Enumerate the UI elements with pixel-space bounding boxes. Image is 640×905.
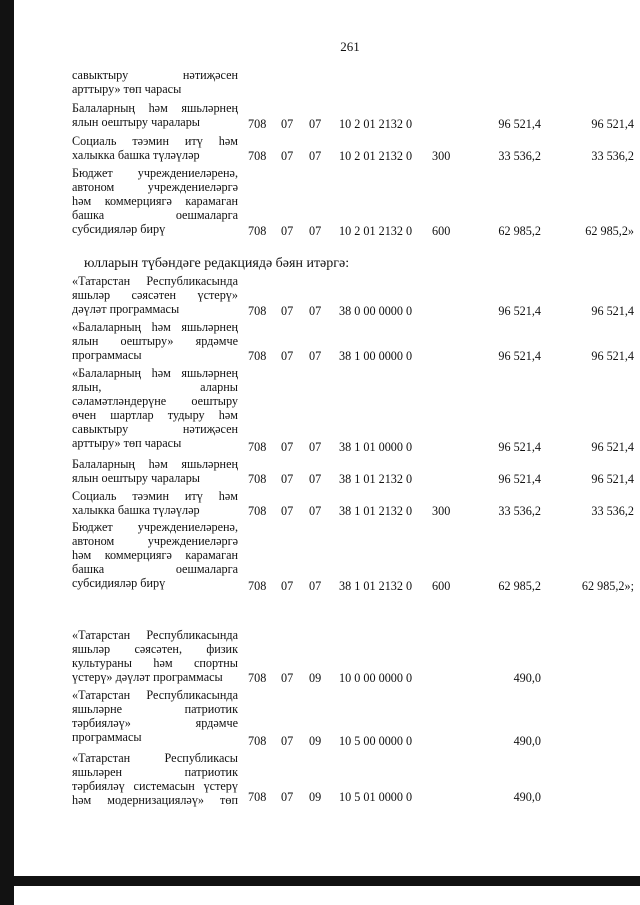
cell-target-article: 38 1 01 0000 0 bbox=[339, 440, 413, 454]
row-text-line: савыктыру нәтиҗәсен bbox=[72, 422, 238, 436]
row-text-line: сәламәтләндерүне оештыру bbox=[72, 394, 238, 408]
cell-section: 07 bbox=[281, 734, 294, 748]
cell-amount-1: 33 536,2 bbox=[498, 149, 541, 163]
cell-expense-type: 300 bbox=[432, 149, 451, 163]
cell-section: 07 bbox=[281, 304, 294, 318]
cell-code: 708 bbox=[248, 224, 267, 238]
table-row bbox=[72, 688, 238, 744]
row-text-line: дәүләт программасы bbox=[72, 302, 180, 316]
cell-amount-1: 62 985,2 bbox=[498, 224, 541, 238]
row-text-line: ялын оештыру чаралары bbox=[72, 471, 200, 485]
cell-subsection: 07 bbox=[309, 149, 322, 163]
cell-subsection: 07 bbox=[309, 440, 322, 454]
row-text-line: программасы bbox=[72, 730, 142, 744]
cell-amount-2: 96 521,4 bbox=[591, 440, 634, 454]
cell-section: 07 bbox=[281, 349, 294, 363]
row-text-line: «Татарстан Республикасында bbox=[72, 274, 238, 288]
row-text-line: тәрбияләү системасын үстерү bbox=[72, 779, 238, 793]
cell-target-article: 38 1 01 2132 0 bbox=[339, 472, 413, 486]
cell-amount-2: 62 985,2» bbox=[585, 224, 634, 238]
cell-section: 07 bbox=[281, 504, 294, 518]
cell-amount-2: 96 521,4 bbox=[591, 304, 634, 318]
row-text-line: ялын оештыру» ярдәмче bbox=[72, 334, 238, 348]
cell-code: 708 bbox=[248, 117, 267, 131]
row-text-line: Бюджет учреждениеләренә, bbox=[72, 520, 238, 534]
cell-amount-1: 490,0 bbox=[513, 790, 541, 804]
cell-amount-1: 96 521,4 bbox=[498, 472, 541, 486]
cell-subsection: 07 bbox=[309, 117, 322, 131]
row-text-line: тәрбияләү» ярдәмче bbox=[72, 716, 238, 730]
table-row bbox=[72, 320, 238, 362]
cell-code: 708 bbox=[248, 734, 267, 748]
cell-subsection: 07 bbox=[309, 579, 322, 593]
cell-target-article: 10 2 01 2132 0 bbox=[339, 117, 413, 131]
row-text-line: башка оешмаларга bbox=[72, 562, 238, 576]
cell-amount-1: 490,0 bbox=[513, 671, 541, 685]
cell-section: 07 bbox=[281, 117, 294, 131]
row-text-line: Балаларның һәм яшьләрнең bbox=[72, 457, 238, 471]
cell-section: 07 bbox=[281, 149, 294, 163]
row-text-line: автоном учреждениеләргә bbox=[72, 180, 238, 194]
cell-section: 07 bbox=[281, 790, 294, 804]
cell-section: 07 bbox=[281, 472, 294, 486]
row-text-line: автоном учреждениеләргә bbox=[72, 534, 238, 548]
cell-target-article: 38 0 00 0000 0 bbox=[339, 304, 413, 318]
cell-amount-1: 490,0 bbox=[513, 734, 541, 748]
cell-subsection: 09 bbox=[309, 671, 322, 685]
row-text-line: «Балаларның һәм яшьләрнең bbox=[72, 320, 238, 334]
intro-text: юлларын түбәндәге редакциядә бәян итәргә: bbox=[84, 256, 350, 271]
cell-code: 708 bbox=[248, 472, 267, 486]
cell-amount-2: 96 521,4 bbox=[591, 349, 634, 363]
row-text-line: башка оешмаларга bbox=[72, 208, 238, 222]
cell-code: 708 bbox=[248, 790, 267, 804]
cell-amount-1: 96 521,4 bbox=[498, 117, 541, 131]
row-text-line: ялын оештыру чаралары bbox=[72, 115, 200, 129]
row-text-line: субсидияләр бирү bbox=[72, 222, 166, 236]
cell-section: 07 bbox=[281, 579, 294, 593]
cell-target-article: 10 5 00 0000 0 bbox=[339, 734, 413, 748]
cell-subsection: 09 bbox=[309, 790, 322, 804]
cell-amount-1: 62 985,2 bbox=[498, 579, 541, 593]
row-text-line: «Балаларның һәм яшьләрнең bbox=[72, 366, 238, 380]
cell-expense-type: 300 bbox=[432, 504, 451, 518]
table-row bbox=[72, 366, 238, 450]
row-text-line: савыктыру нәтиҗәсен bbox=[72, 68, 238, 82]
cell-section: 07 bbox=[281, 440, 294, 454]
cell-target-article: 38 1 01 2132 0 bbox=[339, 579, 413, 593]
scan-border-bottom bbox=[0, 876, 640, 886]
cell-subsection: 09 bbox=[309, 734, 322, 748]
row-text-line: Бюджет учреждениеләренә, bbox=[72, 166, 238, 180]
cell-amount-2: 33 536,2 bbox=[591, 149, 634, 163]
cell-code: 708 bbox=[248, 504, 267, 518]
cell-amount-2: 33 536,2 bbox=[591, 504, 634, 518]
row-text-line: халыкка башка түләүләр bbox=[72, 148, 200, 162]
row-text-line: үстерү» дәүләт программасы bbox=[72, 670, 223, 684]
row-text-line: «Татарстан Республикасында bbox=[72, 628, 238, 642]
row-text-line: Социаль тәэмин итү һәм bbox=[72, 134, 238, 148]
cell-subsection: 07 bbox=[309, 504, 322, 518]
row-text-line: «Татарстан Республикасы bbox=[72, 751, 238, 765]
cell-code: 708 bbox=[248, 304, 267, 318]
cell-amount-1: 33 536,2 bbox=[498, 504, 541, 518]
row-text-line: өчен шартлар тудыру һәм bbox=[72, 408, 238, 422]
row-text-line: яшьләр сәясәтен, физик bbox=[72, 642, 238, 656]
row-text-line: Балаларның һәм яшьләрнең bbox=[72, 101, 238, 115]
cell-target-article: 10 2 01 2132 0 bbox=[339, 149, 413, 163]
table-row bbox=[72, 101, 238, 129]
table-row bbox=[72, 274, 238, 316]
cell-amount-1: 96 521,4 bbox=[498, 440, 541, 454]
cell-code: 708 bbox=[248, 440, 267, 454]
row-text-line: программасы bbox=[72, 348, 142, 362]
table-row bbox=[72, 751, 238, 807]
cell-target-article: 10 5 01 0000 0 bbox=[339, 790, 413, 804]
cell-code: 708 bbox=[248, 349, 267, 363]
row-text-line: арттыру» төп чарасы bbox=[72, 82, 182, 96]
row-text-line: яшьләрне патриотик bbox=[72, 702, 238, 716]
row-text-line: Социаль тәэмин итү һәм bbox=[72, 489, 238, 503]
table-row bbox=[72, 134, 238, 162]
cell-expense-type: 600 bbox=[432, 224, 451, 238]
row-text-line: яшьләр сәясәтен үстерү» bbox=[72, 288, 238, 302]
row-text-line: ялын, аларны bbox=[72, 380, 238, 394]
cell-subsection: 07 bbox=[309, 472, 322, 486]
cell-amount-2: 62 985,2»; bbox=[581, 579, 634, 593]
row-text-line: һәм коммерциягә карамаган bbox=[72, 194, 238, 208]
cell-section: 07 bbox=[281, 671, 294, 685]
row-text-line: арттыру» төп чарасы bbox=[72, 436, 182, 450]
cell-section: 07 bbox=[281, 224, 294, 238]
cell-amount-1: 96 521,4 bbox=[498, 304, 541, 318]
cell-target-article: 10 0 00 0000 0 bbox=[339, 671, 413, 685]
row-text-line: субсидияләр бирү bbox=[72, 576, 166, 590]
cell-target-article: 38 1 00 0000 0 bbox=[339, 349, 413, 363]
table-row bbox=[72, 68, 238, 96]
table-row bbox=[72, 520, 238, 590]
cell-amount-2: 96 521,4 bbox=[591, 117, 634, 131]
cell-amount-1: 96 521,4 bbox=[498, 349, 541, 363]
cell-code: 708 bbox=[248, 579, 267, 593]
table-row bbox=[72, 628, 238, 684]
table-row bbox=[72, 489, 238, 517]
page-number: 261 bbox=[340, 39, 360, 54]
cell-code: 708 bbox=[248, 149, 267, 163]
row-text-line: яшьләрен патриотик bbox=[72, 765, 238, 779]
row-text-line: культураны һәм спортны bbox=[72, 656, 238, 670]
table-row bbox=[72, 166, 238, 236]
row-text-line: һәм модернизацияләү» төп bbox=[72, 793, 238, 807]
cell-amount-2: 96 521,4 bbox=[591, 472, 634, 486]
table-row bbox=[72, 457, 238, 485]
cell-subsection: 07 bbox=[309, 224, 322, 238]
cell-code: 708 bbox=[248, 671, 267, 685]
cell-expense-type: 600 bbox=[432, 579, 451, 593]
cell-target-article: 38 1 01 2132 0 bbox=[339, 504, 413, 518]
cell-target-article: 10 2 01 2132 0 bbox=[339, 224, 413, 238]
row-text-line: һәм коммерциягә карамаган bbox=[72, 548, 238, 562]
cell-subsection: 07 bbox=[309, 349, 322, 363]
cell-subsection: 07 bbox=[309, 304, 322, 318]
scan-border-left bbox=[0, 0, 14, 905]
row-text-line: «Татарстан Республикасында bbox=[72, 688, 238, 702]
row-text-line: халыкка башка түләүләр bbox=[72, 503, 200, 517]
